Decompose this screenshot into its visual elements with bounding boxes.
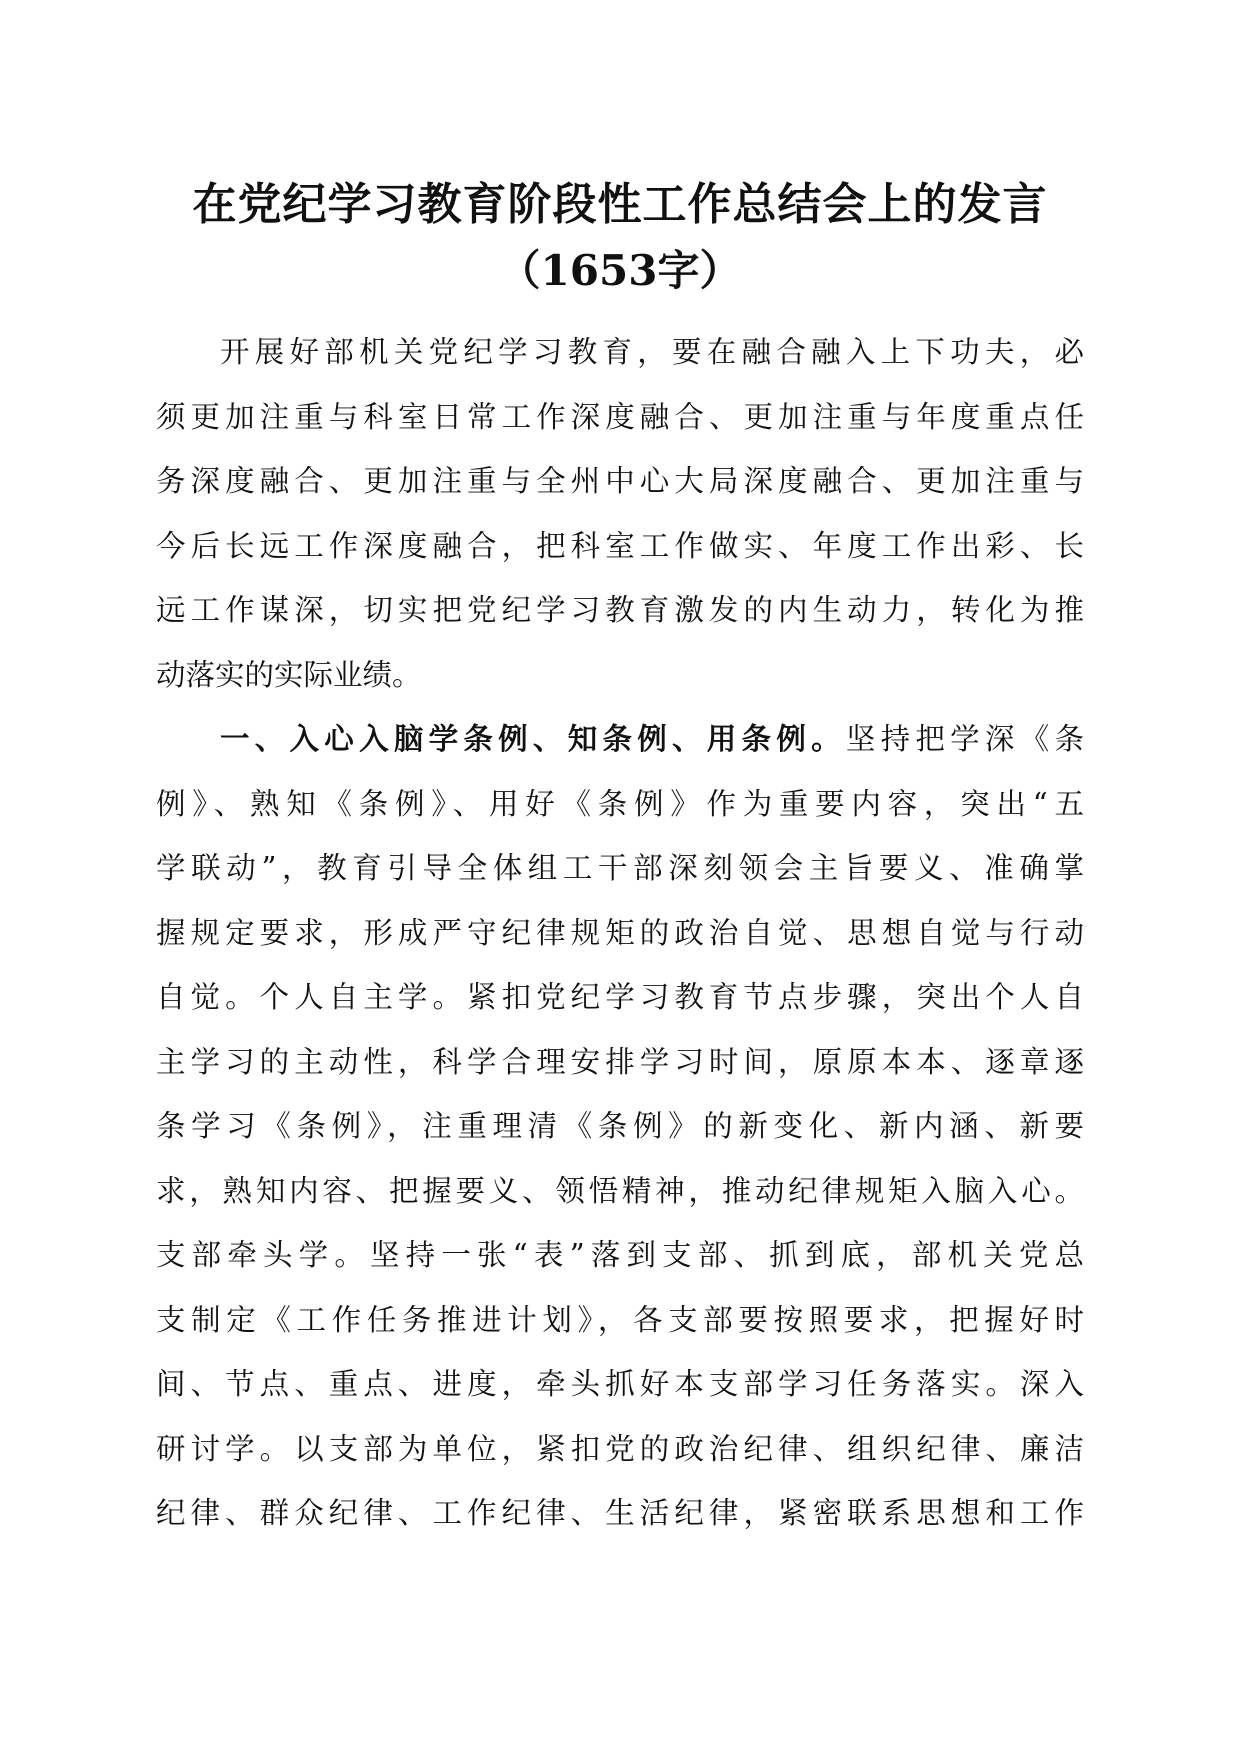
section-1-line: 握规定要求，形成严守纪律规矩的政治自觉、思想自觉与行动 — [156, 915, 1084, 950]
paragraph-1-line: 今后长远工作深度融合，把科室工作做实、年度工作出彩、长 — [156, 528, 1084, 563]
section-1-first-line-text: 坚持把学深《条 — [845, 722, 1084, 756]
section-1-heading: 一、入心入脑学条例、知条例、用条例。 — [220, 721, 846, 756]
section-1-line: 自觉。个人自主学。紧扣党纪学习教育节点步骤，突出个人自 — [156, 980, 1084, 1014]
section-1-line: 支制定《工作任务推进计划》，各支部要按照要求，把握好时 — [156, 1302, 1084, 1337]
paragraph-1-line: 动落实的实际业绩。 — [156, 657, 422, 692]
paragraph-1-line: 开展好部机关党纪学习教育，要在融合融入上下功夫，必 — [220, 335, 1084, 369]
section-1-line: 支部牵头学。坚持一张“表”落到支部、抓到底，部机关党总 — [156, 1238, 1084, 1272]
section-1-line: 例》、熟知《条例》、用好《条例》作为重要内容，突出“五 — [156, 786, 1084, 821]
document-title: 在党纪学习教育阶段性工作总结会上的发言 — [192, 179, 1048, 230]
paragraph-1-line: 务深度融合、更加注重与全州中心大局深度融合、更加注重与 — [156, 464, 1084, 498]
section-1-line: 间、节点、重点、进度，牵头抓好本支部学习任务落实。深入 — [156, 1367, 1084, 1401]
word-count-subtitle: （1653字） — [498, 246, 742, 295]
section-1-line: 条学习《条例》，注重理清《条例》的新变化、新内涵、新要 — [156, 1109, 1084, 1143]
section-1-first-line — [156, 707, 1084, 772]
section-1-line: 求，熟知内容、把握要义、领悟精神，推动纪律规矩入脑入心。 — [156, 1173, 1084, 1208]
section-1-line: 纪律、群众纪律、工作纪律、生活纪律，紧密联系思想和工作 — [156, 1496, 1084, 1530]
section-1-line: 主学习的主动性，科学合理安排学习时间，原原本本、逐章逐 — [156, 1044, 1084, 1079]
section-1-line: 学联动”，教育引导全体组工干部深刻领会主旨要义、准确掌 — [156, 851, 1084, 885]
document-body — [156, 320, 1084, 1546]
title-block — [140, 176, 1100, 300]
paragraph-1-line: 远工作谋深，切实把党纪学习教育激发的内生动力，转化为推 — [156, 593, 1084, 627]
section-1-line: 研讨学。以支部为单位，紧扣党的政治纪律、组织纪律、廉洁 — [156, 1431, 1084, 1466]
paragraph-1-line: 须更加注重与科室日常工作深度融合、更加注重与年度重点任 — [156, 399, 1084, 434]
